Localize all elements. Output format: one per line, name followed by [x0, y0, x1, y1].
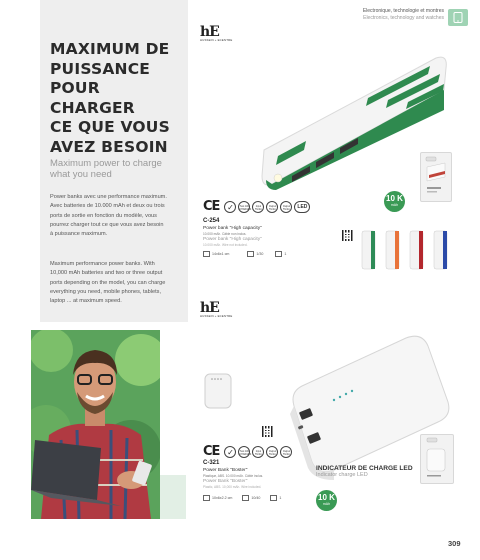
- cert-output-badge: Output 5V/2A: [266, 201, 278, 213]
- feature-title: INDICATEUR DE CHARGE LED: [316, 465, 413, 472]
- color-variants-image: [358, 228, 458, 272]
- certification-row: [203, 444, 292, 459]
- cert-output-badge: Output 5V/2A: [280, 446, 292, 458]
- check-icon: ✓: [224, 446, 236, 458]
- cert-test-badge: Test 100 CHARGES: [238, 446, 250, 458]
- dimensions-value: 10x6x2.2 cm: [212, 495, 233, 500]
- capacity-badge: [384, 191, 405, 212]
- packaging-value: 10/40: [251, 495, 261, 500]
- intro-paragraph-fr: Power banks avec une performance maximum. Avec batteries de 10.000 mAh et deux ou trois ports de sortie en fonction du modèle, vous pourrez charger tout ce que vous avez besoin à puissance maximum.: [50, 194, 167, 238]
- brand-name: HUSSEIN + ECENTRE: [200, 38, 233, 42]
- capacity-badge: [316, 490, 337, 511]
- product-name-fr: Power bank "High capacity": [203, 226, 262, 231]
- page-subline: [50, 158, 185, 180]
- units-value: 1: [284, 251, 287, 256]
- cert-input-badge: Input 5V/2A: [252, 201, 264, 213]
- subline-line: what you need: [50, 169, 112, 180]
- product-specs: [203, 495, 281, 501]
- headline-line: AVEZ BESOIN: [50, 137, 168, 156]
- units-value: 1: [279, 495, 282, 500]
- page-headline: [50, 40, 185, 157]
- packaging-value: 1/30: [256, 251, 264, 256]
- dimensions-spec: [203, 495, 232, 501]
- dimensions-spec: [203, 251, 229, 257]
- headline-line: PUISSANCE: [50, 59, 151, 78]
- product-detail-fr: Plastique, ABS. 10.000 mAh. Câble inclus.: [203, 474, 264, 478]
- dimensions-value: 14x6x1 cm: [212, 251, 230, 256]
- headline-line: POUR CHARGER: [50, 79, 135, 117]
- brand-logo: [200, 300, 232, 318]
- capacity-unit: mAh: [390, 203, 399, 207]
- product-detail-fr: 10.000 mAh. Câble non inclus.: [203, 232, 247, 236]
- certification-row: [203, 199, 310, 214]
- cert-input-badge: Input 5V/2A: [252, 446, 264, 458]
- product-detail-en: Plastic, ABS. 10,000 mAh. Wire included.: [203, 485, 262, 489]
- subline-line: Maximum power to charge: [50, 158, 162, 169]
- units-spec: [275, 251, 286, 257]
- brand-mark: hE: [200, 300, 219, 316]
- category-title-en: Electronics, technology and watches: [363, 15, 444, 21]
- ruler-icon: [203, 495, 210, 501]
- packaging-spec: [247, 251, 263, 257]
- phone-icon: [448, 9, 468, 26]
- qr-code: [262, 426, 273, 437]
- cert-output-badge: Output 5V/2A: [280, 201, 292, 213]
- units-spec: [270, 495, 281, 501]
- capacity-value: 10 K: [318, 493, 335, 502]
- ruler-icon: [203, 251, 210, 257]
- category-title-fr: Electronique, technologie et montres: [362, 8, 444, 14]
- product-package-image: [420, 152, 452, 202]
- brand-logo: [200, 24, 232, 42]
- product-name-en: Power bank "High capacity": [203, 237, 262, 242]
- capacity-unit: mAh: [322, 502, 331, 506]
- product-name-fr: Power Bank "Boster": [203, 468, 248, 473]
- check-icon: ✓: [224, 201, 236, 213]
- cert-output-badge: Output 5V/2A: [266, 446, 278, 458]
- box-icon: [247, 251, 254, 257]
- ce-mark: CE: [203, 444, 220, 459]
- headline-line: CE QUE VOUS: [50, 118, 170, 136]
- feature-subtitle: Indicator charge LED: [316, 472, 368, 478]
- product-specs: [203, 251, 286, 257]
- intro-paragraph-en: Maximum performance power banks. With 10,000 mAh batteries and two or three output ports depending on the model, you can charge everything you need, mobile phones, tablets, laptop ... at maximum speed.: [50, 261, 166, 305]
- brand-mark: hE: [200, 24, 219, 40]
- led-badge: LED: [294, 201, 310, 213]
- product-detail-en: 10.000 mAh. Wire not included.: [203, 243, 248, 247]
- ce-mark: CE: [203, 199, 220, 214]
- cert-test-badge: Test 100 CHARGES: [238, 201, 250, 213]
- tag-icon: [270, 495, 277, 501]
- led-indicator-feature: [316, 465, 413, 478]
- product-package-image: [420, 434, 454, 484]
- category-header: [363, 8, 444, 22]
- accent-strip: [160, 475, 186, 519]
- product-code: C-321: [203, 460, 220, 466]
- product-name-en: Power Bank "Boster": [203, 479, 248, 484]
- box-icon: [242, 495, 249, 501]
- capacity-value: 10 K: [386, 194, 403, 203]
- lifestyle-photo: [31, 330, 160, 519]
- product-code: C-254: [203, 218, 220, 224]
- tag-icon: [275, 251, 282, 257]
- power-bank-boster-front-image: [203, 372, 233, 410]
- qr-code: [342, 230, 353, 241]
- page-number: 309: [448, 539, 461, 548]
- packaging-spec: [242, 495, 260, 501]
- headline-line: MAXIMUM DE: [50, 40, 170, 58]
- brand-name: HUSSEIN + ECENTRE: [200, 314, 233, 318]
